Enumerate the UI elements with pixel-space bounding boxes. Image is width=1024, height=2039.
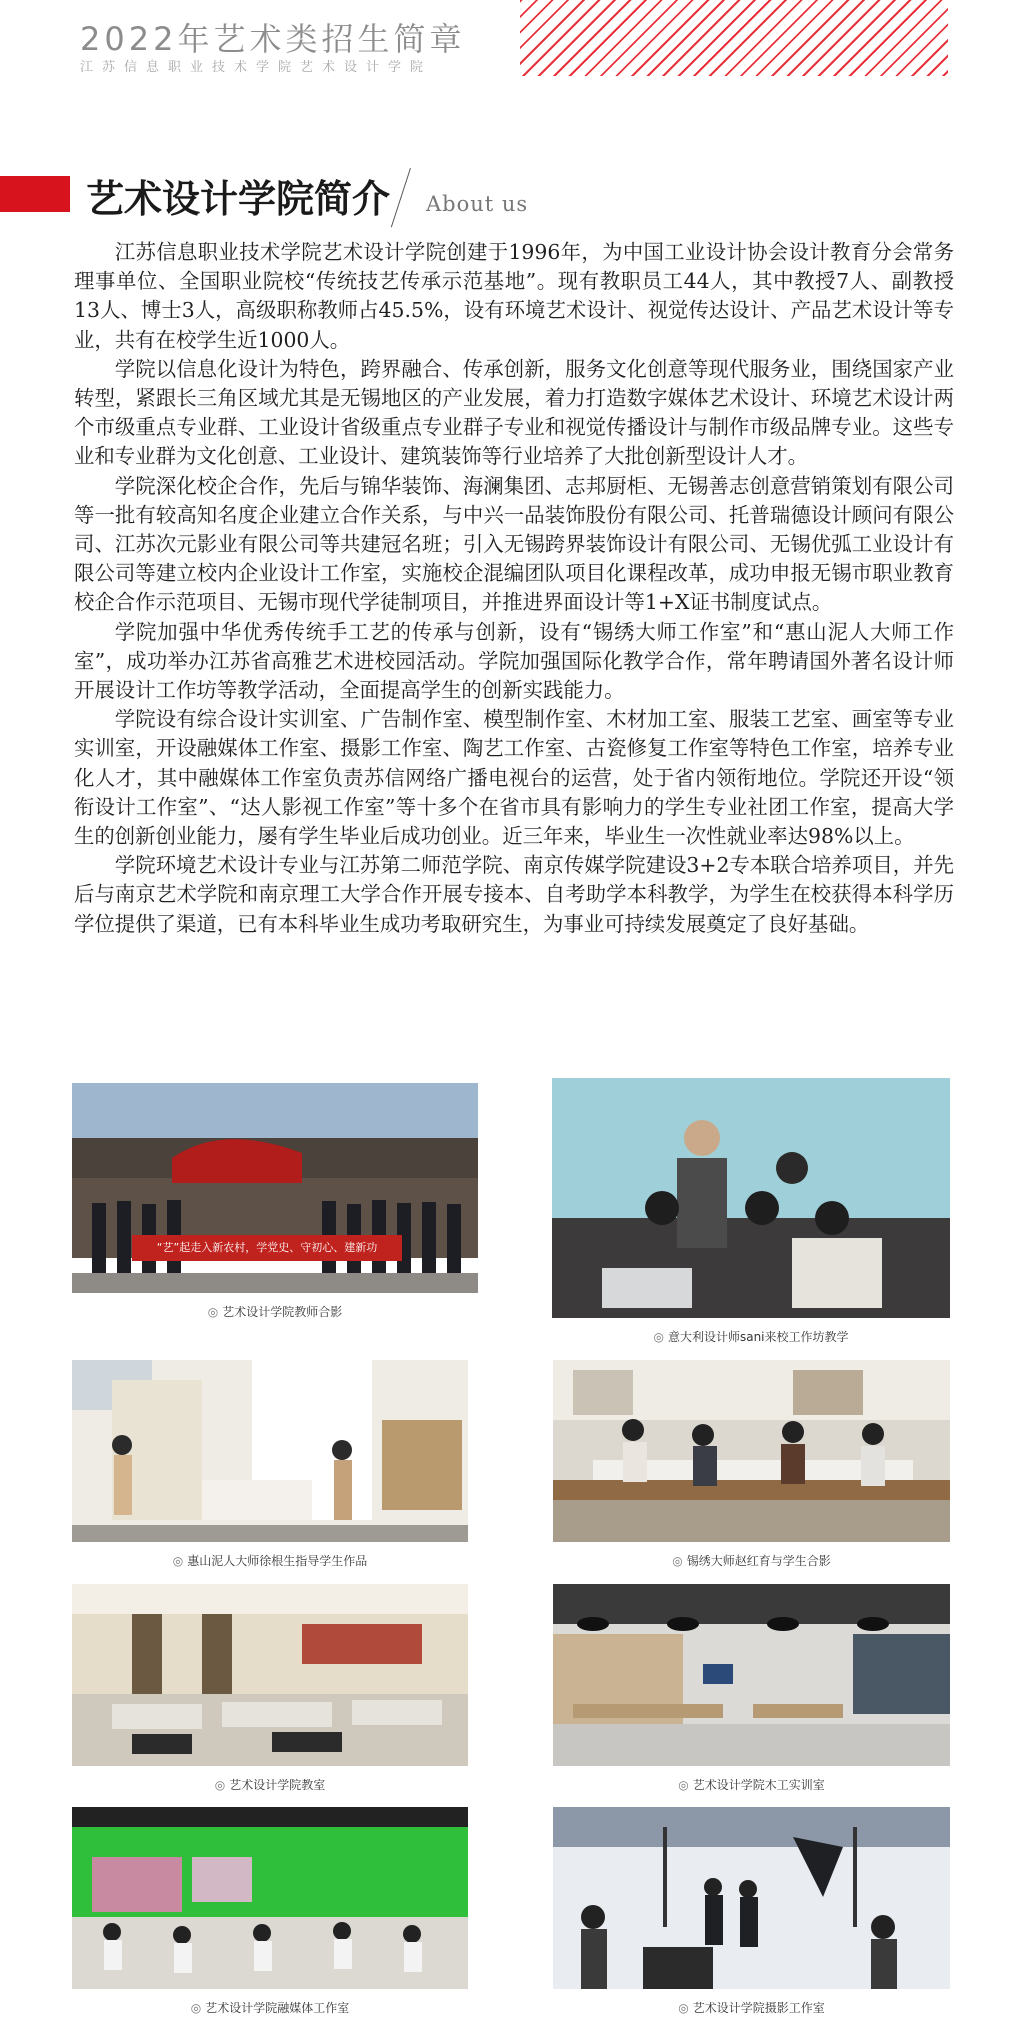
section-title: 艺术设计学院简介 bbox=[86, 177, 391, 221]
caption-text: 意大利设计师sani来校工作坊教学 bbox=[667, 1330, 849, 1344]
caption-text: 艺术设计学院摄影工作室 bbox=[692, 2001, 825, 2015]
caption-text: 艺术设计学院教师合影 bbox=[222, 1305, 343, 1319]
caption-bullet: ◎ bbox=[214, 1778, 226, 1792]
photo-caption bbox=[553, 1999, 950, 2016]
intro-paragraph: 学院环境艺术设计专业与江苏第二师范学院、南京传媒学院建设3+2专本联合培养项目，并先后与南京艺术学院和南京理工大学合作开展专接本、自考助学本科教学，为学生在校获得本科学历学位提供了渠道，已有本科毕业生成功考取研究生，为事业可持续发展奠定了良好基础。 bbox=[74, 853, 954, 936]
hatch-decoration bbox=[520, 0, 948, 76]
photo-woodworking-lab bbox=[553, 1584, 950, 1793]
caption-bullet: ◎ bbox=[190, 2001, 202, 2015]
caption-bullet: ◎ bbox=[672, 1554, 683, 1568]
caption-bullet: ◎ bbox=[678, 2001, 689, 2015]
intro-paragraph: 江苏信息职业技术学院艺术设计学院创建于1996年，为中国工业设计协会设计教育分会常务理事单位、全国职业院校“传统技艺传承示范基地”。现有教职员工44人，其中教授7人、副教授13人、博士3人，高级职称教师占45.5%，设有环境艺术设计、视觉传达设计、产品艺术设计等专业，共有在校学生近1000人。 bbox=[74, 240, 954, 352]
photo-banner-text: “艺”起走入新农村，学党史、守初心、建新功 bbox=[156, 1241, 378, 1254]
caption-bullet: ◎ bbox=[678, 1778, 689, 1792]
caption-bullet: ◎ bbox=[207, 1305, 219, 1319]
intro-text bbox=[74, 238, 954, 939]
photo-caption bbox=[72, 1999, 468, 2016]
photo-classroom bbox=[72, 1584, 468, 1793]
title-divider-slash bbox=[391, 168, 411, 227]
intro-paragraph: 学院深化校企合作，先后与锦华装饰、海澜集团、志邦厨柜、无锡善志创意营销策划有限公司等一批有较高知名度企业建立合作关系，与中兴一品装饰股份有限公司、托普瑞德设计顾问有限公司、江苏次元影业有限公司等共建冠名班；引入无锡跨界装饰设计有限公司、无锡优弧工业设计有限公司等建立校内企业设计工作室，实施校企混编团队项目化课程改革，成功申报无锡市职业教育校企合作示范项目、无锡市现代学徒制项目，并推进界面设计等1+X证书制度试点。 bbox=[74, 473, 954, 615]
photo-clay-master bbox=[72, 1360, 468, 1569]
photo-faculty-group bbox=[72, 1083, 478, 1320]
caption-text: 艺术设计学院融媒体工作室 bbox=[205, 2001, 350, 2015]
photo-caption bbox=[552, 1328, 950, 1345]
caption-text: 锡绣大师赵红育与学生合影 bbox=[686, 1554, 831, 1568]
photo-image bbox=[72, 1807, 468, 1989]
photo-image bbox=[72, 1360, 468, 1542]
brochure-subtitle: 江苏信息职业技术学院艺术设计学院 bbox=[80, 60, 433, 75]
photo-image bbox=[553, 1360, 950, 1542]
photo-photography-studio bbox=[553, 1807, 950, 2016]
photo-image bbox=[72, 1584, 468, 1766]
section-title-en: About us bbox=[426, 192, 529, 216]
photo-caption bbox=[553, 1776, 950, 1793]
caption-bullet: ◎ bbox=[172, 1554, 184, 1568]
photo-embroidery-master bbox=[553, 1360, 950, 1569]
photo-media-studio bbox=[72, 1807, 468, 2016]
intro-paragraph: 学院加强中华优秀传统手工艺的传承与创新，设有“锡绣大师工作室”和“惠山泥人大师工作室”，成功举办江苏省高雅艺术进校园活动。学院加强国际化教学合作，常年聘请国外著名设计师开展设计工作坊等教学活动，全面提高学生的创新实践能力。 bbox=[74, 619, 954, 703]
photo-caption bbox=[72, 1776, 468, 1793]
photo-caption bbox=[72, 1552, 468, 1569]
photo-image bbox=[72, 1083, 478, 1293]
photo-image bbox=[553, 1584, 950, 1766]
caption-text: 艺术设计学院教室 bbox=[229, 1778, 326, 1792]
intro-paragraph: 学院设有综合设计实训室、广告制作室、模型制作室、木材加工室、服装工艺室、画室等专业实训室，开设融媒体工作室、摄影工作室、陶艺工作室、古瓷修复工作室等特色工作室，培养专业化人才，其中融媒体工作室负责苏信网络广播电视台的运营，处于省内领衔地位。学院还开设“领衔设计工作室”、“达人影视工作室”等十多个在省市具有影响力的学生专业社团工作室，提高大学生的创新创业能力，屡有学生毕业后成功创业。近三年来，毕业生一次性就业率达98%以上。 bbox=[74, 707, 954, 849]
caption-bullet: ◎ bbox=[653, 1330, 664, 1344]
caption-text: 艺术设计学院木工实训室 bbox=[692, 1778, 825, 1792]
photo-workshop bbox=[552, 1078, 950, 1345]
photo-image bbox=[553, 1807, 950, 1989]
section-accent-bar bbox=[0, 176, 70, 212]
intro-paragraph: 学院以信息化设计为特色，跨界融合、传承创新，服务文化创意等现代服务业，围绕国家产业转型，紧跟长三角区域尤其是无锡地区的产业发展，着力打造数字媒体艺术设计、环境艺术设计两个市级重点专业群、工业设计省级重点专业群子专业和视觉传播设计与制作市级品牌专业。这些专业和专业群为文化创意、工业设计、建筑装饰等行业培养了大批创新型设计人才。 bbox=[74, 356, 954, 469]
photo-caption bbox=[553, 1552, 950, 1569]
brochure-title: 2022年艺术类招生简章 bbox=[80, 20, 466, 58]
photo-caption bbox=[72, 1303, 478, 1320]
photo-image bbox=[552, 1078, 950, 1318]
caption-text: 惠山泥人大师徐根生指导学生作品 bbox=[187, 1554, 368, 1568]
